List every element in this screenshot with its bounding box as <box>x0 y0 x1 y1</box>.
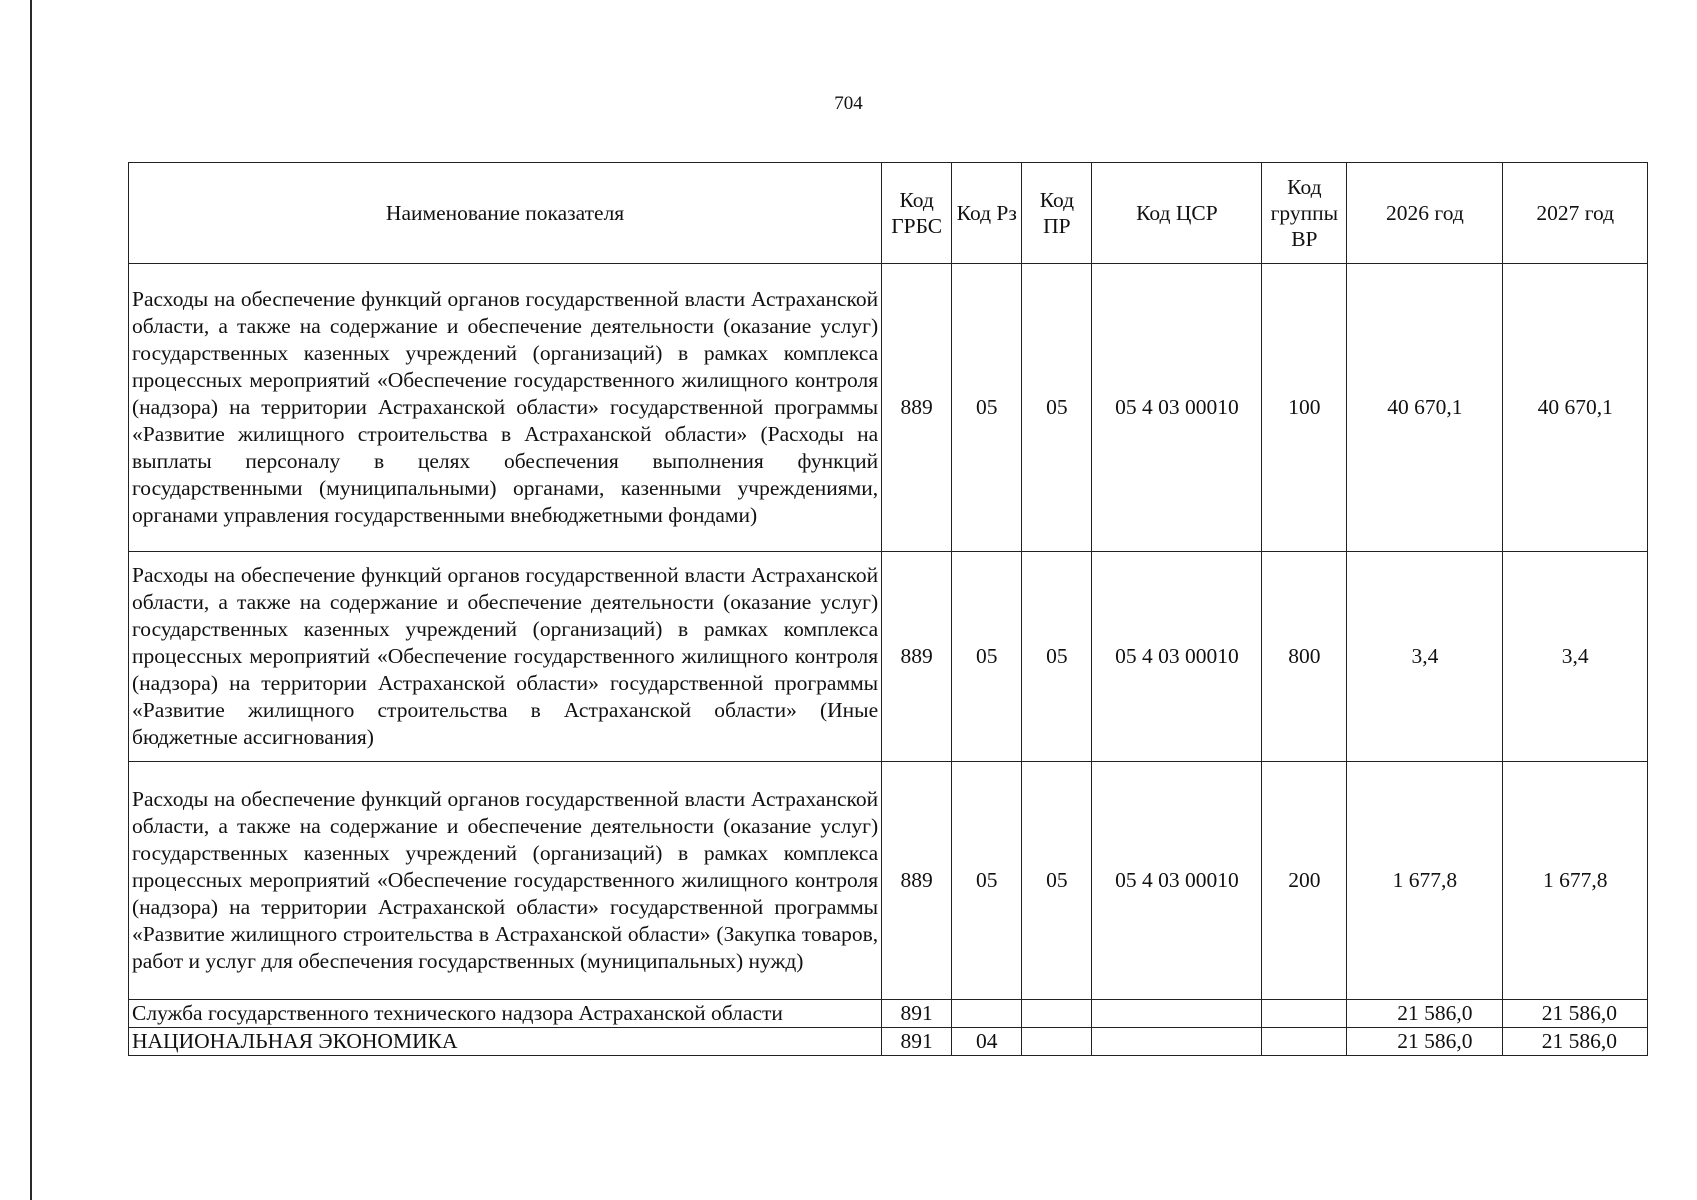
row-name: Служба государственного технического надзора Астраханской области <box>129 1000 882 1028</box>
row-csr: 05 4 03 00010 <box>1092 552 1262 762</box>
header-csr: Код ЦСР <box>1092 163 1262 264</box>
row-2027: 21 586,0 <box>1503 1000 1648 1028</box>
row-vr: 800 <box>1262 552 1347 762</box>
row-2026: 21 586,0 <box>1347 1028 1503 1056</box>
binding-line <box>30 0 32 1200</box>
row-pr: 05 <box>1022 762 1092 1000</box>
table-row <box>129 762 1648 1000</box>
row-2027: 40 670,1 <box>1503 264 1648 552</box>
row-grbs: 889 <box>882 264 952 552</box>
row-pr <box>1022 1000 1092 1028</box>
row-grbs: 891 <box>882 1000 952 1028</box>
row-pr <box>1022 1028 1092 1056</box>
header-grbs: Код ГРБС <box>882 163 952 264</box>
row-grbs: 889 <box>882 552 952 762</box>
table-row <box>129 1028 1648 1056</box>
page-number: 704 <box>834 93 863 114</box>
row-name: НАЦИОНАЛЬНАЯ ЭКОНОМИКА <box>129 1028 882 1056</box>
row-vr <box>1262 1000 1347 1028</box>
row-grbs: 889 <box>882 762 952 1000</box>
row-csr <box>1092 1028 1262 1056</box>
row-rz: 05 <box>952 552 1022 762</box>
row-rz: 05 <box>952 264 1022 552</box>
table-row <box>129 552 1648 762</box>
row-csr <box>1092 1000 1262 1028</box>
header-rz: Код Рз <box>952 163 1022 264</box>
row-pr: 05 <box>1022 552 1092 762</box>
row-grbs: 891 <box>882 1028 952 1056</box>
header-2026: 2026 год <box>1347 163 1503 264</box>
row-rz: 04 <box>952 1028 1022 1056</box>
row-name: Расходы на обеспечение функций органов государственной власти Астраханской области, а также на содержание и обеспечение деятельности (оказание услуг) государственных казенных учреждений (организаций) в рамках комплекса процессных мероприятий «Обеспечение государственного жилищного контроля (надзора) на территории Астраханской области» государственной программы «Развитие жилищного строительства в Астраханской области» (Иные бюджетные ассигнования) <box>129 552 882 762</box>
budget-table <box>128 162 1648 1056</box>
row-vr <box>1262 1028 1347 1056</box>
row-2026: 21 586,0 <box>1347 1000 1503 1028</box>
row-2027: 3,4 <box>1503 552 1648 762</box>
row-pr: 05 <box>1022 264 1092 552</box>
row-name: Расходы на обеспечение функций органов государственной власти Астраханской области, а также на содержание и обеспечение деятельности (оказание услуг) государственных казенных учреждений (организаций) в рамках комплекса процессных мероприятий «Обеспечение государственного жилищного контроля (надзора) на территории Астраханской области» государственной программы «Развитие жилищного строительства в Астраханской области» (Расходы на выплаты персоналу в целях обеспечения выполнения функций государственными (муниципальными) органами, казенными учреждениями, органами управления государственными внебюджетными фондами) <box>129 264 882 552</box>
row-2026: 3,4 <box>1347 552 1503 762</box>
row-2027: 1 677,8 <box>1503 762 1648 1000</box>
header-2027: 2027 год <box>1503 163 1648 264</box>
row-vr: 200 <box>1262 762 1347 1000</box>
row-2026: 40 670,1 <box>1347 264 1503 552</box>
row-vr: 100 <box>1262 264 1347 552</box>
row-name: Расходы на обеспечение функций органов государственной власти Астраханской области, а также на содержание и обеспечение деятельности (оказание услуг) государственных казенных учреждений (организаций) в рамках комплекса процессных мероприятий «Обеспечение государственного жилищного контроля (надзора) на территории Астраханской области» государственной программы «Развитие жилищного строительства в Астраханской области» (Закупка товаров, работ и услуг для обеспечения государственных (муниципальных) нужд) <box>129 762 882 1000</box>
header-pr: Код ПР <box>1022 163 1092 264</box>
row-rz <box>952 1000 1022 1028</box>
row-2026: 1 677,8 <box>1347 762 1503 1000</box>
row-rz: 05 <box>952 762 1022 1000</box>
header-name: Наименование показателя <box>129 163 882 264</box>
row-csr: 05 4 03 00010 <box>1092 762 1262 1000</box>
row-2027: 21 586,0 <box>1503 1028 1648 1056</box>
table-row <box>129 264 1648 552</box>
table-header-row <box>129 163 1648 264</box>
header-vr: Код группы ВР <box>1262 163 1347 264</box>
table-row <box>129 1000 1648 1028</box>
row-csr: 05 4 03 00010 <box>1092 264 1262 552</box>
